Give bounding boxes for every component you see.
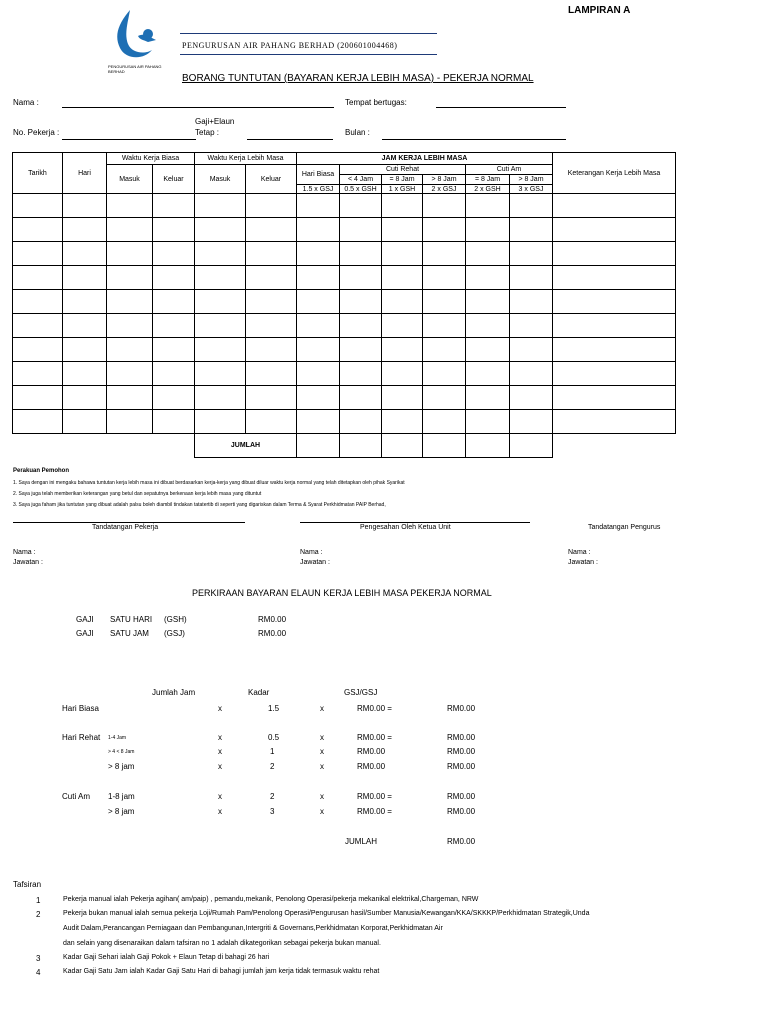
perakuan-line-1: 1. Saya dengan ini mengaku bahawa tuntutan kerja lebih masa ini dibuat berdasarkan kerja-kerja yang dibuat diluar waktu kerja normal yang telah ditetapkan oleh pihak Syarikat [13, 480, 405, 486]
table-cell[interactable] [107, 410, 153, 434]
table-cell[interactable] [153, 242, 195, 266]
val-4: RM0.00 [357, 762, 386, 771]
tafsiran-text-2a: Pekerja bukan manual ialah semua pekerja Loji/Rumah Pam/Penolong Operasi/Pengurusan hasil/Sumber Manusia/Kewangan/KKA/SKKKP/Perkhidmatan Strategik,Unda [63, 910, 590, 917]
table-cell[interactable] [297, 410, 340, 434]
claim-table [12, 152, 676, 458]
table-cell[interactable] [195, 386, 246, 410]
table-cell[interactable] [423, 314, 466, 338]
row-hari-rehat: Hari Rehat [62, 733, 101, 742]
table-cell[interactable] [63, 242, 107, 266]
table-cell[interactable] [107, 194, 153, 218]
cell-total[interactable] [382, 434, 423, 458]
table-cell[interactable] [13, 410, 63, 434]
tempat-field[interactable] [436, 107, 566, 108]
rate-4: 2 x GSJ [423, 185, 466, 194]
header-rule-bottom [180, 54, 437, 55]
table-cell[interactable] [297, 338, 340, 362]
table-cell[interactable] [195, 242, 246, 266]
table-cell[interactable] [297, 218, 340, 242]
val-2: RM0.00 = [357, 733, 392, 742]
table-row [13, 410, 676, 434]
table-row [13, 338, 676, 362]
form-title: BORANG TUNTUTAN (BAYARAN KERJA LEBIH MASA) - PEKERJA NORMAL [182, 73, 534, 84]
cell-total[interactable] [340, 434, 382, 458]
table-cell[interactable] [153, 410, 195, 434]
no-pekerja-field[interactable] [62, 139, 196, 140]
rate-2: 0.5 x GSH [340, 185, 382, 194]
tafsiran-text-1: Pekerja manual ialah Pekerja agihan( am/paip) , pemandu,mekanik, Penolong Operasi/pekerja mekanikal elektrikal,Chargeman, NRW [63, 896, 479, 903]
table-cell[interactable] [13, 314, 63, 338]
nama-label: Nama : [13, 98, 39, 107]
table-cell[interactable] [423, 410, 466, 434]
x-6: x [218, 807, 222, 816]
tafsiran-num-4: 4 [36, 968, 41, 977]
th-masuk: Masuk [107, 165, 153, 194]
table-cell[interactable] [340, 290, 382, 314]
cell-total[interactable] [510, 434, 553, 458]
table-cell[interactable] [510, 242, 553, 266]
table-cell[interactable] [423, 362, 466, 386]
company-logo [108, 6, 163, 74]
table-cell[interactable] [340, 314, 382, 338]
bulan-field[interactable] [382, 139, 566, 140]
table-cell[interactable] [466, 314, 510, 338]
rate-1: 1.5 x GSJ [297, 185, 340, 194]
table-cell[interactable] [246, 410, 297, 434]
table-cell[interactable] [63, 314, 107, 338]
table-cell[interactable] [297, 242, 340, 266]
table-cell[interactable] [246, 266, 297, 290]
table-cell[interactable] [423, 242, 466, 266]
table-cell[interactable] [195, 410, 246, 434]
perakuan-line-2: 2. Saya juga telah memberikan keterangan yang betul dan sepatutnya berkenaan kerja lebih masa yang dituntut [13, 491, 262, 497]
x-1b: x [320, 704, 324, 713]
rehat-c: > 8 jam [108, 762, 135, 771]
table-cell[interactable] [466, 266, 510, 290]
res-2: RM0.00 [447, 733, 476, 742]
table-cell[interactable] [553, 314, 676, 338]
table-cell[interactable] [382, 290, 423, 314]
table-cell[interactable] [553, 218, 676, 242]
table-cell[interactable] [246, 290, 297, 314]
sign-ketua: Pengesahan Oleh Ketua Unit [360, 524, 451, 531]
hdr-jumlah-jam: Jumlah Jam [152, 688, 196, 697]
x-3b: x [320, 747, 324, 756]
table-cell[interactable] [510, 218, 553, 242]
x-5: x [218, 792, 222, 801]
table-cell[interactable] [63, 218, 107, 242]
gaji-label-2: GAJI [76, 629, 94, 638]
table-cell[interactable] [195, 362, 246, 386]
table-row [13, 290, 676, 314]
x-4b: x [320, 762, 324, 771]
gsh-value: RM0.00 [258, 615, 287, 624]
annex-label: LAMPIRAN A [568, 5, 631, 16]
table-cell[interactable] [107, 386, 153, 410]
table-cell[interactable] [466, 362, 510, 386]
th-lt4: < 4 Jam [340, 175, 382, 185]
table-row [13, 242, 676, 266]
table-cell[interactable] [553, 242, 676, 266]
table-cell[interactable] [340, 194, 382, 218]
table-cell[interactable] [340, 386, 382, 410]
res-6: RM0.00 [447, 807, 476, 816]
table-cell[interactable] [153, 362, 195, 386]
table-cell[interactable] [13, 266, 63, 290]
table-row [13, 386, 676, 410]
estimate-title: PERKIRAAN BAYARAN ELAUN KERJA LEBIH MASA PEKERJA NORMAL [192, 588, 492, 598]
th-masuk-2: Masuk [195, 165, 246, 194]
sign-pengurus: Tandatangan Pengurus [588, 524, 661, 531]
table-cell[interactable] [63, 386, 107, 410]
table-cell[interactable] [13, 338, 63, 362]
rate-6: 3 x GSJ [510, 185, 553, 194]
tafsiran-num-1: 1 [36, 896, 41, 905]
table-cell[interactable] [195, 314, 246, 338]
table-cell[interactable] [510, 290, 553, 314]
table-cell[interactable] [246, 314, 297, 338]
header-rule-top [180, 33, 437, 34]
kadar-3: 1 [270, 747, 275, 756]
table-cell[interactable] [340, 338, 382, 362]
row-hari-biasa: Hari Biasa [62, 704, 99, 713]
table-cell[interactable] [246, 218, 297, 242]
table-cell[interactable] [553, 362, 676, 386]
table-cell[interactable] [423, 194, 466, 218]
x-4: x [218, 762, 222, 771]
x-5b: x [320, 792, 324, 801]
table-cell[interactable] [195, 338, 246, 362]
kadar-2: 0.5 [268, 733, 280, 742]
tempat-label: Tempat bertugas: [345, 98, 407, 107]
sign-nama-3: Nama : [568, 549, 591, 556]
table-cell[interactable] [63, 410, 107, 434]
kadar-5: 2 [270, 792, 275, 801]
gsh-label: (GSH) [164, 615, 187, 624]
tafsiran-num-3: 3 [36, 954, 41, 963]
table-cell[interactable] [63, 194, 107, 218]
estimate-jumlah-label: JUMLAH [345, 837, 378, 846]
gaji-field[interactable] [247, 139, 333, 140]
table-cell[interactable] [153, 218, 195, 242]
table-cell[interactable] [246, 338, 297, 362]
cell-total[interactable] [466, 434, 510, 458]
satu-hari-label: SATU HARI [110, 615, 153, 624]
table-cell[interactable] [107, 218, 153, 242]
table-row [13, 314, 676, 338]
sign-jawatan-2: Jawatan : [300, 559, 330, 566]
table-cell[interactable] [382, 362, 423, 386]
table-cell[interactable] [246, 386, 297, 410]
th-keluar: Keluar [153, 165, 195, 194]
table-cell[interactable] [340, 242, 382, 266]
table-cell[interactable] [553, 266, 676, 290]
table-cell[interactable] [382, 314, 423, 338]
table-cell[interactable] [382, 242, 423, 266]
table-cell[interactable] [423, 290, 466, 314]
table-cell[interactable] [13, 386, 63, 410]
satu-jam-label: SATU JAM [110, 629, 149, 638]
table-cell[interactable] [107, 242, 153, 266]
rehat-a: 1-4 Jam [108, 735, 127, 741]
table-cell[interactable] [466, 194, 510, 218]
table-cell[interactable] [297, 314, 340, 338]
th-waktu-lebih: Waktu Kerja Lebih Masa [195, 153, 297, 165]
table-cell[interactable] [423, 338, 466, 362]
table-cell[interactable] [297, 266, 340, 290]
table-cell[interactable] [466, 338, 510, 362]
th-hari: Hari [63, 153, 107, 194]
th-jam-kerja: JAM KERJA LEBIH MASA [297, 153, 553, 165]
table-cell[interactable] [13, 194, 63, 218]
table-row [13, 194, 676, 218]
table-cell[interactable] [382, 266, 423, 290]
res-4: RM0.00 [447, 762, 476, 771]
table-cell[interactable] [107, 314, 153, 338]
table-cell[interactable] [63, 362, 107, 386]
table-cell[interactable] [63, 266, 107, 290]
kadar-4: 2 [270, 762, 275, 771]
tafsiran-num-2: 2 [36, 910, 41, 919]
kadar-1: 1.5 [268, 704, 280, 713]
tafsiran-text-2b: Audit Dalam,Perancangan Perniagaan dan Pembangunan,Intergriti & Governans,Perkhidmatan Korporat,Perkhidmatan Air [63, 925, 443, 932]
table-cell[interactable] [466, 218, 510, 242]
table-cell[interactable] [466, 386, 510, 410]
table-row [13, 266, 676, 290]
gsj-value: RM0.00 [258, 629, 287, 638]
th-gt8: > 8 Jam [423, 175, 466, 185]
table-cell[interactable] [63, 338, 107, 362]
table-cell[interactable] [466, 410, 510, 434]
x-2: x [218, 733, 222, 742]
gaji-label-1: GAJI [76, 615, 94, 624]
perakuan-line-3: 3. Saya juga faham jika tuntutan yang dibuat adalah palsu boleh diambil tindakan tatatertib di seperti yang digariskan dalam Terma & Syarat Perkhidmatan PAIP Berhad, [13, 502, 386, 508]
rehat-b: > 4 < 8 Jam [108, 749, 135, 755]
table-cell[interactable] [297, 290, 340, 314]
rate-5: 2 x GSH [466, 185, 510, 194]
th-cuti-am: Cuti Am [466, 165, 553, 175]
th-eq8b: = 8 Jam [466, 175, 510, 185]
gaji-elaun-label: Gaji+Elaun [195, 117, 235, 126]
table-cell[interactable] [246, 362, 297, 386]
table-cell[interactable] [382, 194, 423, 218]
res-1: RM0.00 [447, 704, 476, 713]
table-cell[interactable] [423, 218, 466, 242]
table-cell[interactable] [297, 362, 340, 386]
logo-caption: PENGURUSAN AIR PAHANG BERHAD [108, 64, 162, 74]
hdr-kadar: Kadar [248, 688, 270, 697]
table-cell[interactable] [195, 290, 246, 314]
table-cell[interactable] [13, 218, 63, 242]
val-5: RM0.00 = [357, 792, 392, 801]
tafsiran-text-3: Kadar Gaji Sehari ialah Gaji Pokok + Elaun Tetap di bahagi 26 hari [63, 954, 270, 961]
table-cell[interactable] [195, 194, 246, 218]
table-cell[interactable] [423, 266, 466, 290]
table-cell[interactable] [553, 194, 676, 218]
table-cell[interactable] [553, 290, 676, 314]
rate-3: 1 x GSH [382, 185, 423, 194]
perakuan-title: Perakuan Pemohon [13, 468, 70, 474]
sign-jawatan-3: Jawatan : [568, 559, 598, 566]
hdr-gsh-gsj: GSJ/GSJ [344, 688, 378, 697]
table-cell[interactable] [13, 242, 63, 266]
table-cell[interactable] [382, 218, 423, 242]
tafsiran-title: Tafsiran [13, 880, 42, 889]
th-waktu-biasa: Waktu Kerja Biasa [107, 153, 195, 165]
th-cuti-rehat: Cuti Rehat [340, 165, 466, 175]
estimate-jumlah-value: RM0.00 [447, 837, 476, 846]
table-cell[interactable] [107, 290, 153, 314]
table-cell[interactable] [297, 194, 340, 218]
table-cell[interactable] [553, 410, 676, 434]
table-cell[interactable] [153, 290, 195, 314]
table-cell[interactable] [510, 194, 553, 218]
sign-pekerja: Tandatangan Pekerja [92, 524, 159, 531]
th-tarikh: Tarikh [13, 153, 63, 194]
gaji-tetap-label: Tetap : [195, 128, 220, 137]
table-cell[interactable] [63, 290, 107, 314]
table-cell[interactable] [340, 410, 382, 434]
x-3: x [218, 747, 222, 756]
table-cell[interactable] [153, 338, 195, 362]
table-cell[interactable] [107, 266, 153, 290]
val-3: RM0.00 [357, 747, 386, 756]
table-cell[interactable] [13, 290, 63, 314]
table-cell[interactable] [510, 314, 553, 338]
x-2b: x [320, 733, 324, 742]
table-cell[interactable] [553, 338, 676, 362]
nama-field[interactable] [62, 107, 334, 108]
x-6b: x [320, 807, 324, 816]
table-cell[interactable] [510, 386, 553, 410]
table-cell[interactable] [246, 242, 297, 266]
table-cell[interactable] [153, 314, 195, 338]
table-cell[interactable] [153, 194, 195, 218]
table-cell[interactable] [340, 362, 382, 386]
tafsiran-text-4: Kadar Gaji Satu Jam ialah Kadar Gaji Satu Hari di bahagi jumlah jam kerja tidak termasuk waktu rehat [63, 968, 380, 975]
table-cell[interactable] [510, 410, 553, 434]
th-eq8: = 8 Jam [382, 175, 423, 185]
table-cell[interactable] [153, 266, 195, 290]
sign-line-pekerja[interactable] [13, 522, 245, 523]
table-cell[interactable] [153, 386, 195, 410]
sign-nama-1: Nama : [13, 549, 36, 556]
th-gt8b: > 8 Jam [510, 175, 553, 185]
cell-total[interactable] [423, 434, 466, 458]
table-cell[interactable] [195, 266, 246, 290]
table-cell[interactable] [466, 242, 510, 266]
x-1: x [218, 704, 222, 713]
water-drop-icon [108, 6, 163, 66]
table-cell[interactable] [423, 386, 466, 410]
table-row [13, 362, 676, 386]
kadar-6: 3 [270, 807, 275, 816]
table-cell[interactable] [382, 338, 423, 362]
table-row [13, 218, 676, 242]
sign-jawatan-1: Jawatan : [13, 559, 43, 566]
th-keterangan: Keterangan Kerja Lebih Masa [553, 153, 676, 194]
table-cell[interactable] [510, 338, 553, 362]
table-cell[interactable] [13, 362, 63, 386]
sign-nama-2: Nama : [300, 549, 323, 556]
table-cell[interactable] [382, 410, 423, 434]
table-cell[interactable] [553, 386, 676, 410]
table-cell[interactable] [340, 266, 382, 290]
am-b: > 8 jam [108, 807, 135, 816]
table-cell[interactable] [382, 386, 423, 410]
th-keluar-2: Keluar [246, 165, 297, 194]
res-5: RM0.00 [447, 792, 476, 801]
table-cell[interactable] [107, 362, 153, 386]
cell-total[interactable] [297, 434, 340, 458]
sign-line-ketua[interactable] [300, 522, 530, 523]
company-name: PENGURUSAN AIR PAHANG BERHAD (200601004468) [182, 41, 398, 50]
th-hari-biasa: Hari Biasa [297, 165, 340, 185]
tafsiran-text-2c: dan selain yang disenaraikan dalam tafsiran no 1 adalah dikategorikan sebagai pekerja bukan manual. [63, 940, 381, 947]
table-cell[interactable] [510, 266, 553, 290]
val-6: RM0.00 = [357, 807, 392, 816]
table-cell[interactable] [340, 218, 382, 242]
row-cuti-am: Cuti Am [62, 792, 91, 801]
am-a: 1-8 jam [108, 792, 135, 801]
bulan-label: Bulan : [345, 128, 370, 137]
jumlah-label: JUMLAH [195, 434, 297, 458]
res-3: RM0.00 [447, 747, 476, 756]
no-pekerja-label: No. Pekerja : [13, 128, 60, 137]
table-cell[interactable] [195, 218, 246, 242]
table-cell[interactable] [246, 194, 297, 218]
table-cell[interactable] [510, 362, 553, 386]
val-1: RM0.00 = [357, 704, 392, 713]
table-cell[interactable] [107, 338, 153, 362]
table-cell[interactable] [297, 386, 340, 410]
gsj-label: (GSJ) [164, 629, 185, 638]
table-cell[interactable] [466, 290, 510, 314]
